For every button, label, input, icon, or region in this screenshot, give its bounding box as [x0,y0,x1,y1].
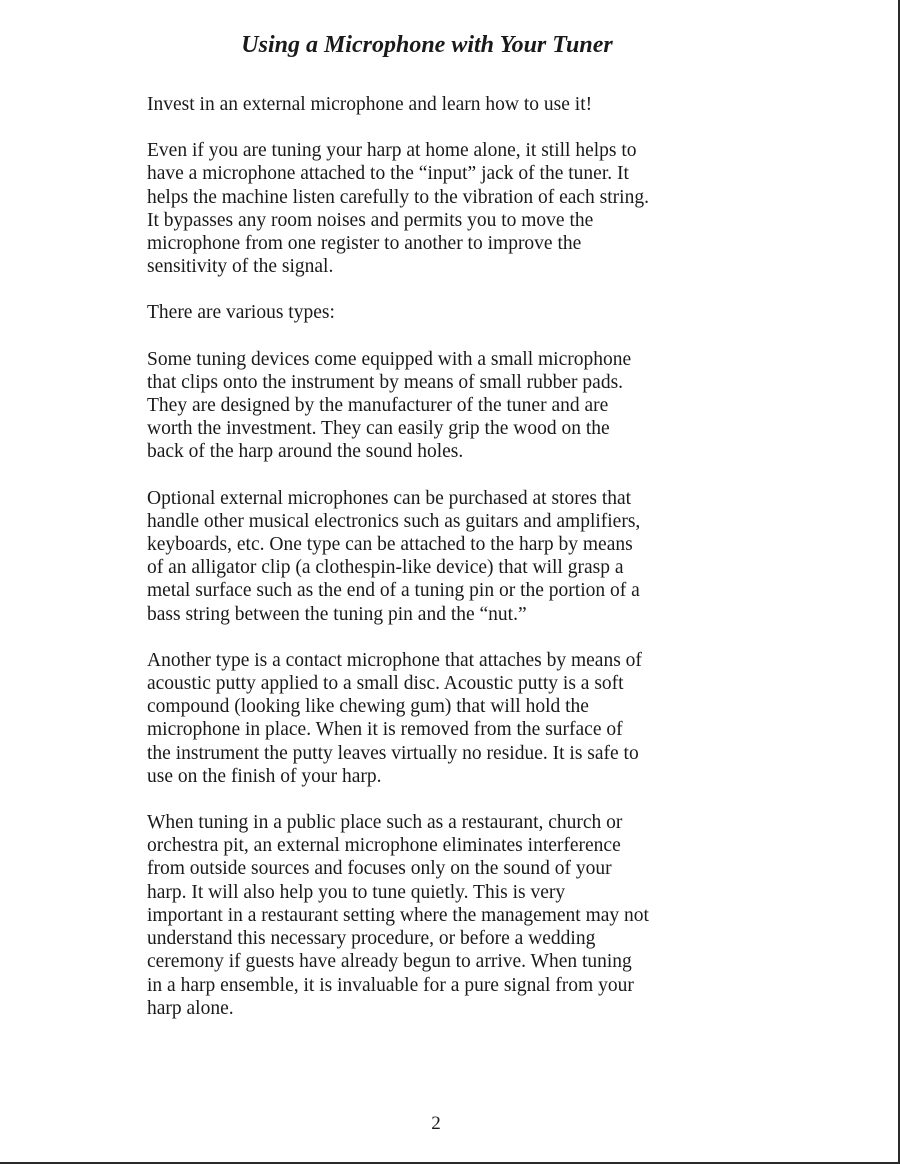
paragraph-alligator-clip: Optional external microphones can be purchased at stores that handle other musical electronics such as guitars and amplifiers, keyboards, etc. One type can be attached to the harp by means of an alligator clip (a clothespin-like device) that will grasp a metal surface such as the end of a tuning pin or the portion of a bass string between the tuning pin and the “nut.” [147,487,641,625]
paragraph-home-tuning: Even if you are tuning your harp at home alone, it still helps to have a microphone attached to the “input” jack of the tuner. It helps the machine listen carefully to the vibration of each string. It bypasses any room noises and permits you to move the microphone from one register to another to improve the sensitivity of the signal. [147,140,649,278]
body-text [147,93,762,1043]
paragraph-types-heading: There are various types: [147,302,335,324]
paragraph-public-tuning: When tuning in a public place such as a restaurant, church or orchestra pit, an external microphone eliminates interference from outside sources and focuses only on the sound of your harp. It will also help you to tune quietly. This is very important in a restaurant setting where the management may not understand this necessary procedure, or before a wedding ceremony if guests have already begun to arrive. When tuning in a harp ensemble, it is invaluable for a pure signal from your harp alone. [147,812,649,1019]
paragraph-contact-microphone: Another type is a contact microphone that attaches by means of acoustic putty applied to a small disc. Acoustic putty is a soft compound (looking like chewing gum) that will hold the microphone in place. When it is removed from the surface of the instrument the putty leaves virtually no residue. It is safe to use on the finish of your harp. [147,649,642,787]
paragraph-intro: Invest in an external microphone and learn how to use it! [147,94,593,115]
page-title: Using a Microphone with Your Tuner [241,32,613,58]
page-number: 2 [431,1113,441,1134]
paragraph-clip-on-microphone: Some tuning devices come equipped with a small microphone that clips onto the instrument by means of small rubber pads. They are designed by the manufacturer of the tuner and are worth the investment. They can easily grip the wood on the back of the harp around the sound holes. [147,348,632,463]
